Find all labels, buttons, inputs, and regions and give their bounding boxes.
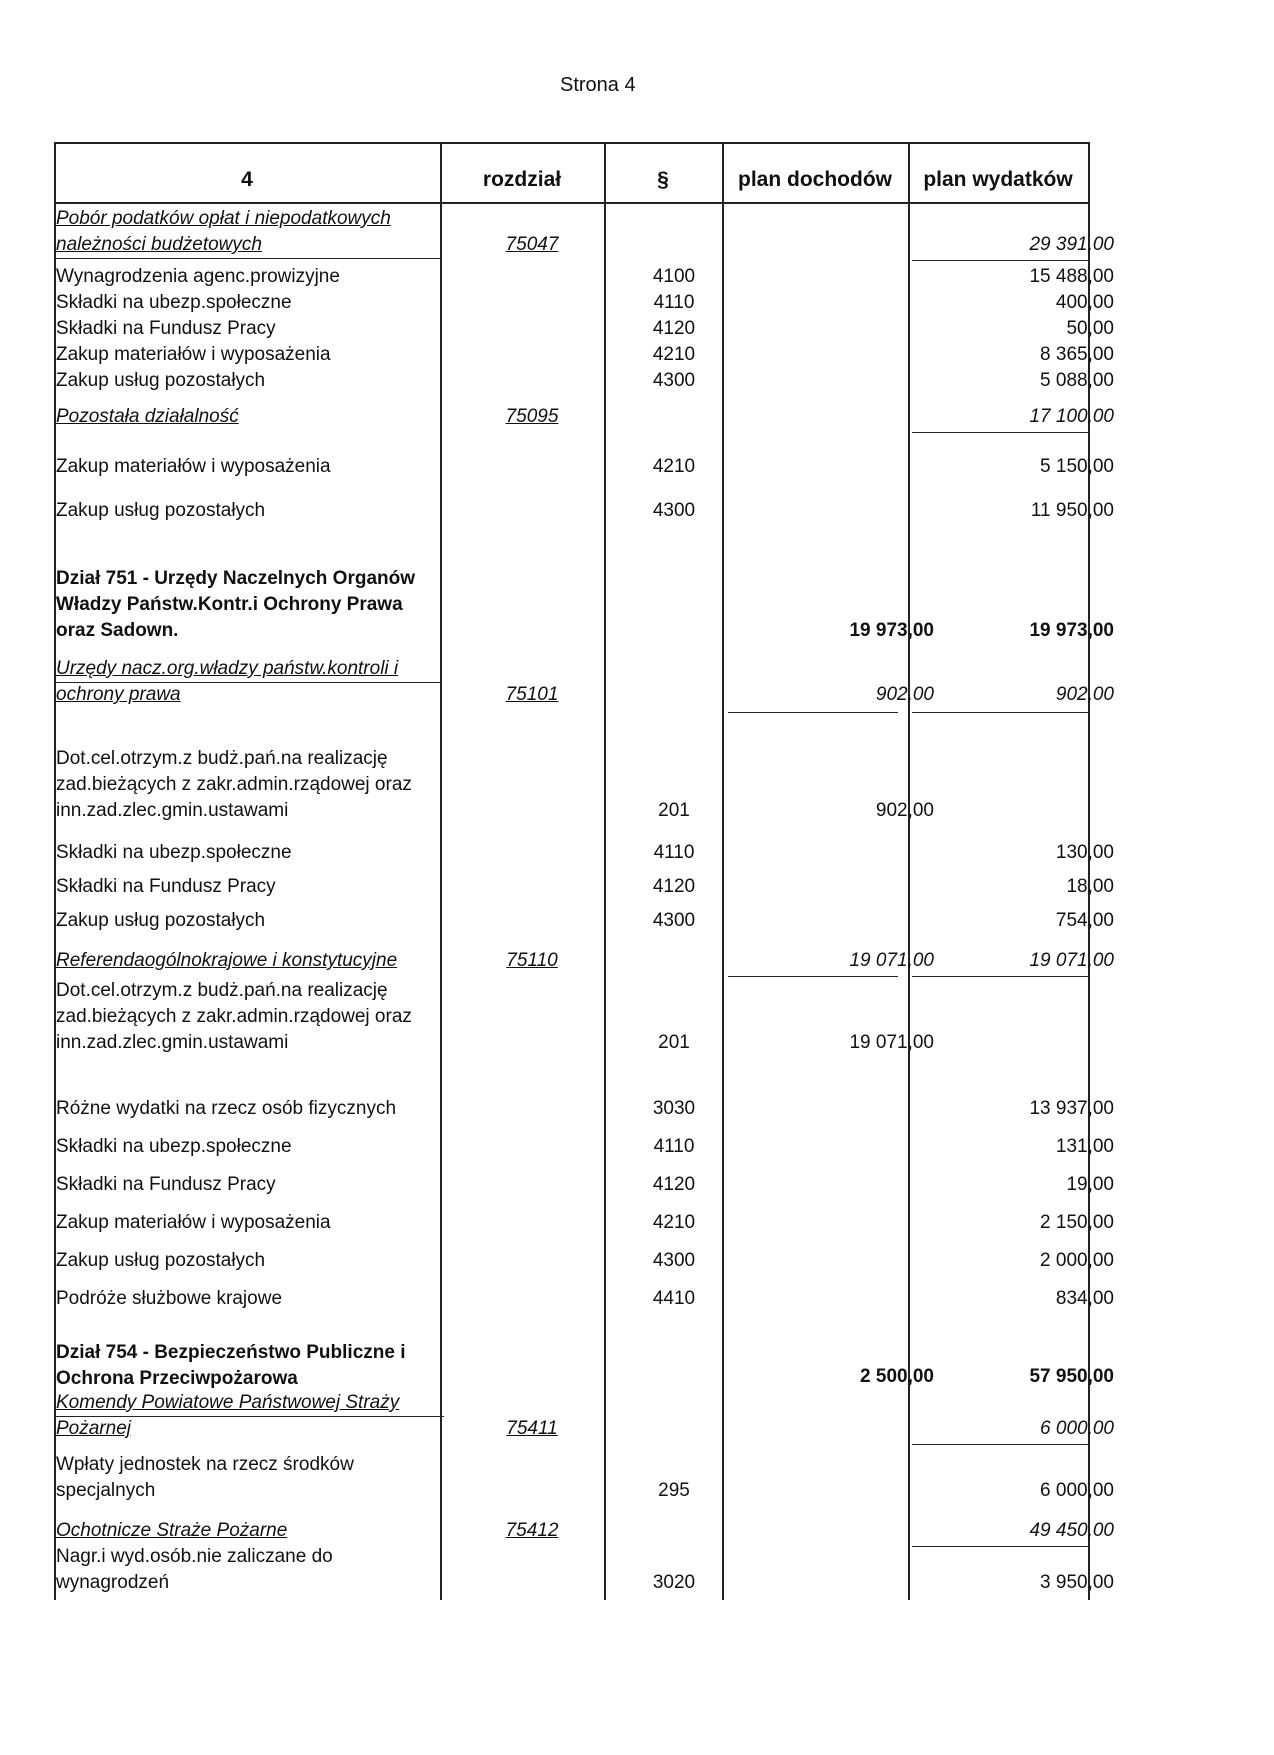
row-paragraph: 4110 bbox=[653, 1136, 695, 1157]
row-name: Składki na Fundusz Pracy bbox=[56, 1174, 276, 1195]
row-plan-wydatkow: 8 365,00 bbox=[1040, 344, 1114, 365]
row-paragraph: 4120 bbox=[652, 876, 696, 897]
page-label: Strona 4 bbox=[560, 74, 636, 96]
row-plan-wydatkow: 6 000,00 bbox=[1040, 1418, 1114, 1439]
row-plan-wydatkow: 131,00 bbox=[1055, 1136, 1114, 1157]
row-plan-wydatkow: 19 071,00 bbox=[1029, 950, 1114, 971]
row-name: Podróże służbowe krajowe bbox=[56, 1288, 283, 1309]
row-paragraph: 201 bbox=[658, 1032, 690, 1053]
budget-table bbox=[54, 142, 1114, 1600]
row-name: Zakup usług pozostałych bbox=[56, 370, 266, 391]
row-name: Zakup materiałów i wyposażenia bbox=[56, 344, 331, 365]
row-plan-wydatkow: 2 000,00 bbox=[1040, 1250, 1114, 1271]
row-plan-wydatkow: 49 450,00 bbox=[1029, 1520, 1114, 1541]
row-plan-wydatkow: 19 973,00 bbox=[1029, 620, 1114, 641]
row-paragraph: 4300 bbox=[652, 910, 696, 931]
row-paragraph: 4210 bbox=[652, 456, 696, 477]
row-paragraph: 4110 bbox=[653, 292, 695, 313]
row-paragraph: 4210 bbox=[652, 344, 696, 365]
row-name: Składki na Fundusz Pracy bbox=[56, 876, 276, 897]
row-rozdzial: 75412 bbox=[505, 1520, 559, 1541]
row-rozdzial: 75101 bbox=[505, 684, 559, 705]
row-rozdzial: 75411 bbox=[506, 1418, 558, 1439]
row-paragraph: 201 bbox=[658, 800, 690, 821]
header-col-plan-wydatkow: plan wydatków bbox=[923, 168, 1073, 191]
row-name: Urzędy nacz.org.władzy państw.kontroli i ochrony prawa bbox=[56, 658, 399, 705]
row-plan-wydatkow: 11 950,00 bbox=[1030, 500, 1114, 521]
row-plan-wydatkow: 2 150,00 bbox=[1040, 1212, 1114, 1233]
row-name: Ochotnicze Straże Pożarne bbox=[56, 1520, 288, 1541]
row-paragraph: 4120 bbox=[652, 1174, 696, 1195]
header-col-plan-dochodow: plan dochodów bbox=[738, 168, 892, 191]
row-name: Różne wydatki na rzecz osób fizycznych bbox=[56, 1098, 397, 1119]
row-plan-wydatkow: 57 950,00 bbox=[1029, 1366, 1114, 1387]
header-col-paragraph: § bbox=[657, 168, 669, 191]
row-rozdzial: 75095 bbox=[505, 406, 559, 427]
row-name: Składki na ubezp.społeczne bbox=[56, 1136, 292, 1157]
row-name: Zakup usług pozostałych bbox=[56, 500, 266, 521]
row-plan-wydatkow: 17 100,00 bbox=[1029, 406, 1114, 427]
row-rozdzial: 75047 bbox=[505, 234, 559, 255]
row-paragraph: 4300 bbox=[652, 500, 696, 521]
row-plan-wydatkow: 6 000,00 bbox=[1040, 1480, 1114, 1501]
row-paragraph: 4120 bbox=[652, 318, 696, 339]
row-paragraph: 4410 bbox=[652, 1288, 696, 1309]
row-plan-wydatkow: 50,00 bbox=[1066, 318, 1114, 339]
row-paragraph: 3020 bbox=[652, 1572, 696, 1593]
row-name: Dot.cel.otrzym.z budż.pań.na realizację zad.bieżących z zakr.admin.rządowej oraz inn.zad.zlec.gmin.ustawami bbox=[56, 980, 412, 1053]
row-paragraph: 295 bbox=[658, 1480, 690, 1501]
row-paragraph: 4100 bbox=[652, 266, 696, 287]
row-plan-wydatkow: 5 088,00 bbox=[1040, 370, 1114, 391]
row-name: Zakup materiałów i wyposażenia bbox=[56, 456, 331, 477]
row-plan-wydatkow: 400,00 bbox=[1055, 292, 1114, 313]
header-col-name: 4 bbox=[241, 168, 253, 191]
row-plan-wydatkow: 902,00 bbox=[1055, 684, 1114, 705]
row-name: Składki na ubezp.społeczne bbox=[56, 842, 292, 863]
row-plan-wydatkow: 834,00 bbox=[1055, 1288, 1114, 1309]
row-plan-wydatkow: 13 937,00 bbox=[1029, 1098, 1114, 1119]
col-divider bbox=[604, 142, 606, 1600]
row-paragraph: 4300 bbox=[652, 1250, 696, 1271]
row-paragraph: 4300 bbox=[652, 370, 696, 391]
row-plan-dochodow: 902,00 bbox=[875, 684, 934, 705]
row-plan-dochodow: 19 973,00 bbox=[849, 620, 934, 641]
row-name: Pozostała działalność bbox=[56, 406, 239, 427]
header-bottom-border bbox=[54, 202, 1090, 204]
row-paragraph: 3030 bbox=[652, 1098, 696, 1119]
row-name: Nagr.i wyd.osób.nie zaliczane do wynagrodzeń bbox=[56, 1546, 333, 1593]
row-plan-wydatkow: 19,00 bbox=[1066, 1174, 1114, 1195]
row-plan-dochodow: 2 500,00 bbox=[860, 1366, 934, 1387]
row-name: Komendy Powiatowe Państwowej Straży Pożarnej bbox=[56, 1392, 400, 1439]
row-name: Wpłaty jednostek na rzecz środków specjalnych bbox=[56, 1454, 354, 1501]
col-divider bbox=[440, 142, 442, 1600]
row-plan-dochodow: 19 071,00 bbox=[849, 950, 934, 971]
row-plan-wydatkow: 29 391,00 bbox=[1029, 234, 1114, 255]
row-plan-wydatkow: 15 488,00 bbox=[1029, 266, 1114, 287]
row-plan-wydatkow: 130,00 bbox=[1055, 842, 1114, 863]
row-name: Zakup usług pozostałych bbox=[56, 1250, 266, 1271]
row-name: Referendaogólnokrajowe i konstytucyjne bbox=[56, 950, 398, 971]
row-name: Składki na Fundusz Pracy bbox=[56, 318, 276, 339]
row-name: Zakup usług pozostałych bbox=[56, 910, 266, 931]
row-plan-wydatkow: 3 950,00 bbox=[1040, 1572, 1114, 1593]
row-name: Dział 751 - Urzędy Naczelnych Organów Władzy Państw.Kontr.i Ochrony Prawa oraz Sadown. bbox=[56, 568, 416, 641]
row-plan-wydatkow: 754,00 bbox=[1055, 910, 1114, 931]
row-name: Pobór podatków opłat i niepodatkowych należności budżetowych bbox=[56, 208, 391, 255]
row-plan-dochodow: 19 071,00 bbox=[849, 1032, 934, 1053]
row-name: Zakup materiałów i wyposażenia bbox=[56, 1212, 331, 1233]
row-name: Dot.cel.otrzym.z budż.pań.na realizację zad.bieżących z zakr.admin.rządowej oraz inn.zad.zlec.gmin.ustawami bbox=[56, 748, 412, 821]
header-col-rozdzial: rozdział bbox=[482, 168, 562, 191]
row-plan-wydatkow: 18,00 bbox=[1066, 876, 1114, 897]
row-plan-wydatkow: 5 150,00 bbox=[1040, 456, 1114, 477]
row-name: Wynagrodzenia agenc.prowizyjne bbox=[56, 266, 340, 287]
row-paragraph: 4110 bbox=[653, 842, 695, 863]
row-rozdzial: 75110 bbox=[506, 950, 558, 971]
row-plan-dochodow: 902,00 bbox=[875, 800, 934, 821]
row-name: Składki na ubezp.społeczne bbox=[56, 292, 292, 313]
row-name: Dział 754 - Bezpieczeństwo Publiczne i Ochrona Przeciwpożarowa bbox=[56, 1342, 406, 1389]
row-paragraph: 4210 bbox=[652, 1212, 696, 1233]
table-top-border bbox=[54, 142, 1090, 144]
